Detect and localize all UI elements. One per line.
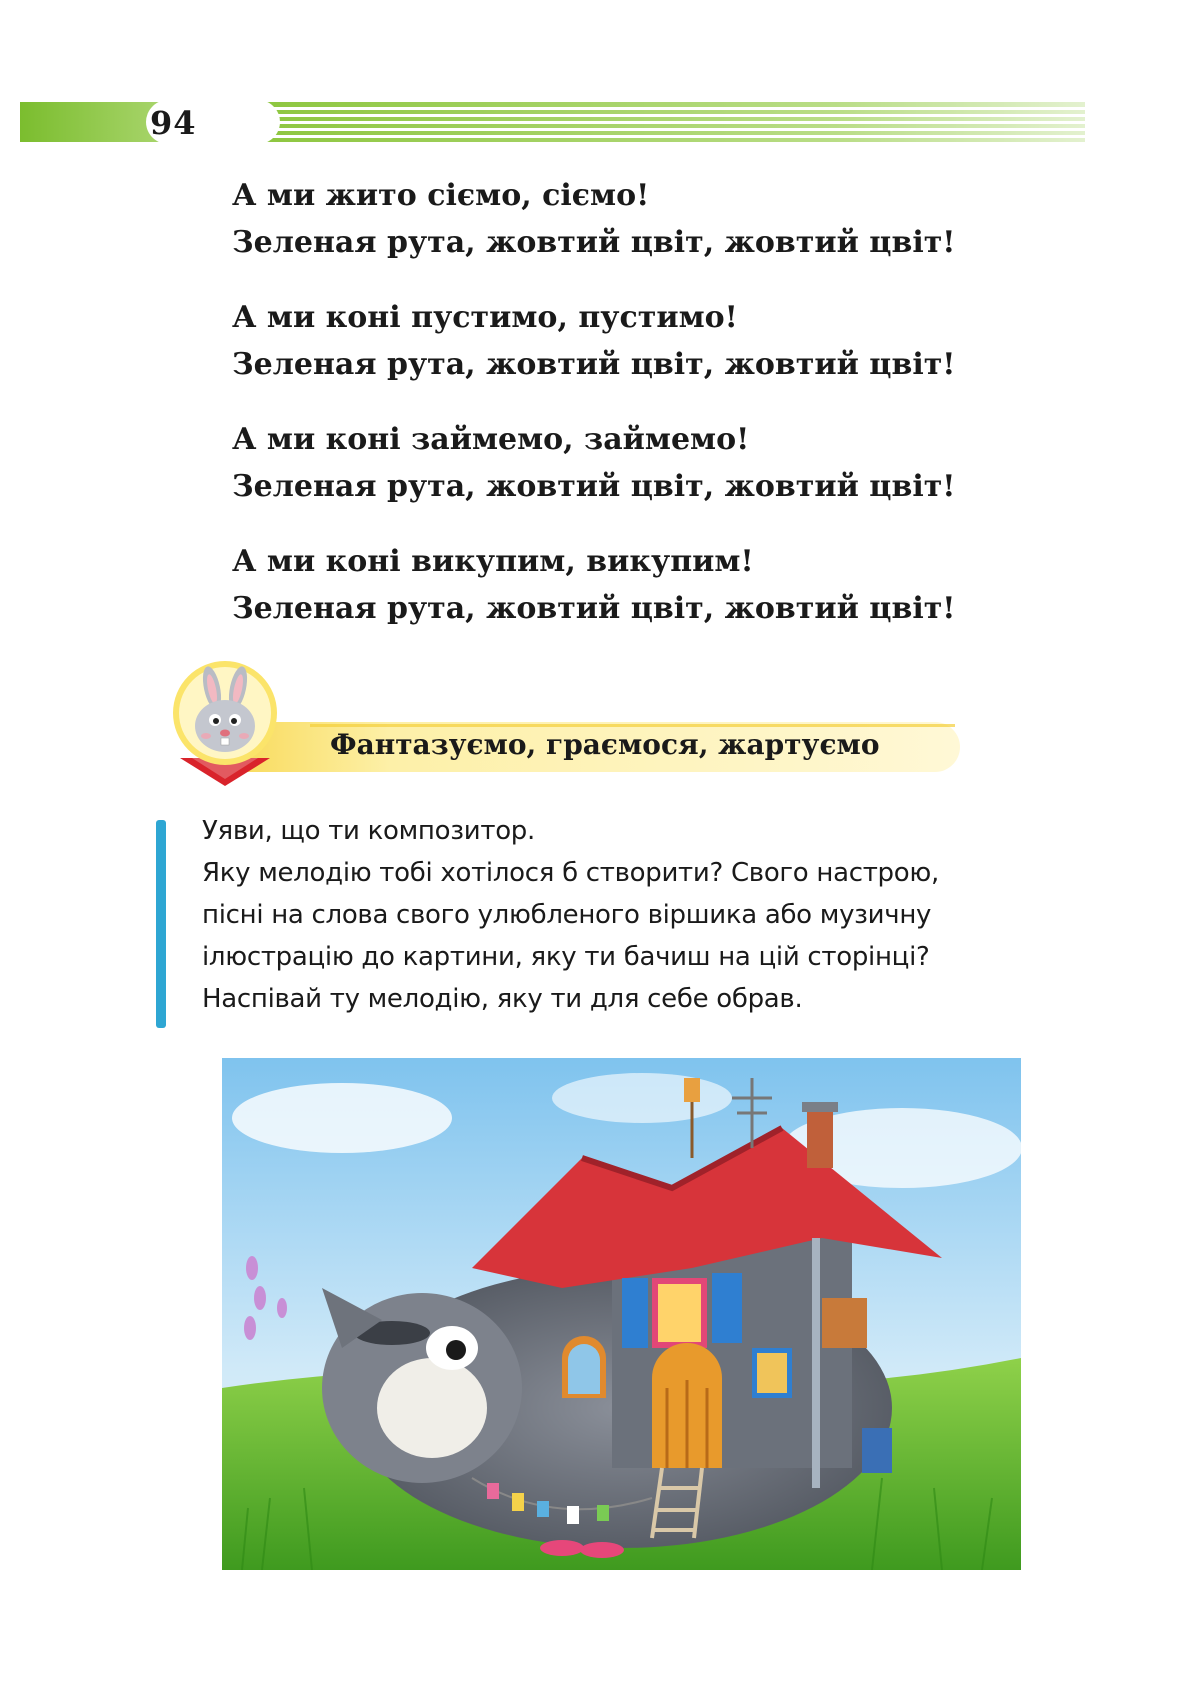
stanza [232,538,1032,632]
task-line: ілюстрацію до картини, яку ти бачиш на цій сторінці? [202,942,930,972]
poem-line: Зеленая рута, жовтий цвіт, жовтий цвіт! [232,591,956,626]
stanza [232,172,1032,266]
section-banner [160,658,960,788]
task-line: Наспівай ту мелодію, яку ти для себе обрав. [202,984,803,1014]
stanza [232,416,1032,510]
task-line: пісні на слова свого улюбленого віршика або музичну [202,900,932,930]
cat-house-illustration [222,1058,1021,1570]
task-accent-bar [156,820,166,1028]
poem-line: Зеленая рута, жовтий цвіт, жовтий цвіт! [232,225,956,260]
poem-line: Зеленая рута, жовтий цвіт, жовтий цвіт! [232,469,956,504]
poem-line: Зеленая рута, жовтий цвіт, жовтий цвіт! [232,347,956,382]
task-line: Уяви, що ти композитор. [202,816,535,846]
poem-line: А ми жито сіємо, сіємо! [232,178,650,213]
poem-line: А ми коні викупим, викупим! [232,544,754,579]
section-banner-shape [160,658,960,788]
page-number: 94 [150,104,197,142]
task-line: Яку мелодію тобі хотілося б створити? Свого настрою, [202,858,939,888]
poem-line: А ми коні пустимо, пустимо! [232,300,738,335]
stanza [232,294,1032,388]
bunny-icon [170,658,280,768]
illustration-image [222,1058,1021,1570]
task-box [130,810,1090,1030]
section-title: Фантазуємо, граємося, жартуємо [330,728,880,761]
poem-line: А ми коні займемо, займемо! [232,422,750,457]
task-text [202,810,939,1020]
poem [232,172,1032,660]
